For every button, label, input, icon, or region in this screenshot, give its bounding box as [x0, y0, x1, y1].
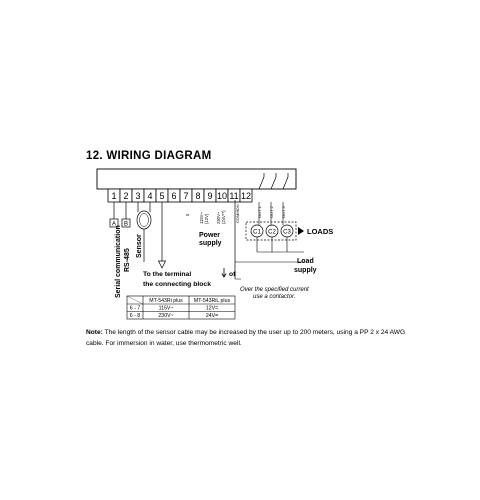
rs485-label: RS-485 — [124, 248, 131, 272]
terminal-5-label: 5 — [159, 191, 165, 201]
table-header-2: MT-543RiL plus — [193, 298, 231, 304]
power-t8-label-a: 230V~ — [216, 211, 221, 224]
coil-c2-label: C2 — [268, 229, 276, 236]
table-header-1: MT-543Ri plus — [149, 298, 183, 304]
loads-label: LOADS — [307, 227, 334, 236]
terminal-2-label: 2 — [123, 191, 129, 201]
load-supply-label-1: Load — [297, 258, 314, 265]
terminal-7-label: 7 — [183, 191, 189, 201]
power-label-2: supply — [199, 240, 222, 247]
serial-pin-a-label: A — [111, 221, 117, 228]
power-t6-label: 0 — [185, 213, 190, 216]
coil-c3-label: C3 — [283, 229, 291, 236]
terminal-note-1b: of — [229, 271, 236, 278]
table-row-2-col2: 24V= — [205, 313, 219, 320]
terminal-4-arrow — [159, 202, 166, 268]
contactor-arrow-icon — [235, 272, 241, 279]
note — [86, 327, 406, 349]
power-label-1: Power — [199, 232, 221, 239]
power-t8-label-b: (24V**) — [221, 210, 226, 224]
common-label: COMMON — [235, 204, 240, 223]
coil-c1-label: C1 — [253, 229, 261, 236]
loads-arrow-icon — [298, 227, 304, 235]
terminal-8-label: 8 — [195, 191, 201, 201]
power-t7-label-a: 115V~ — [199, 212, 204, 224]
terminal-3-label: 3 — [135, 191, 141, 201]
contactor-note-1: Over the specified current — [240, 287, 309, 293]
terminal-4-label: 4 — [147, 191, 153, 201]
serial-connection — [110, 202, 131, 298]
table-row-1-col1: 115V~ — [158, 305, 174, 312]
controller-body — [97, 169, 296, 189]
terminal-11-label: 11 — [229, 191, 239, 201]
contactor-note-2: use a contactor. — [253, 294, 296, 300]
terminal-block — [108, 189, 252, 202]
terminal-note-1: To the terminal — [143, 271, 192, 278]
terminal-1-label: 1 — [111, 191, 117, 201]
terminal-note-2: the connecting block — [143, 281, 211, 288]
terminal-12-label: 12 — [240, 191, 252, 201]
serial-pin-b-label: B — [123, 221, 129, 228]
arrow-down-icon — [159, 261, 166, 268]
table-row-1-pins: 6 - 7 — [129, 305, 141, 312]
power-supply — [185, 210, 226, 247]
terminal-10-label: 10 — [216, 191, 228, 201]
out2-label: OUT 2 — [269, 206, 274, 218]
out3-label: OUT 3 — [281, 206, 286, 218]
note-text: The length of the sensor cable may be increased by the user up to 200 meters, using a PP 2 x 24 AWG cable. For immersion in water, use thermometric well. — [86, 329, 406, 347]
terminal-6-label: 6 — [171, 191, 177, 201]
terminal-9-label: 9 — [207, 191, 213, 201]
table-row-2-col1: 230V~ — [158, 313, 174, 320]
table-row-1-col2: 12V= — [205, 305, 219, 312]
serial-label: Serial communication — [115, 225, 122, 298]
section-title: 12. WIRING DIAGRAM — [86, 150, 212, 162]
sensor-connection — [136, 202, 151, 262]
out1-label: OUT 1 — [257, 206, 262, 218]
table-row-2-pins: 6 - 8 — [129, 313, 141, 320]
small-arrow-down-icon — [222, 268, 226, 277]
note-label: Note: — [86, 329, 103, 336]
power-t7-label-b: (12V) — [204, 213, 209, 224]
load-supply-label-2: supply — [294, 267, 317, 274]
sensor-label: Sensor — [136, 234, 143, 258]
power-table — [127, 296, 235, 319]
